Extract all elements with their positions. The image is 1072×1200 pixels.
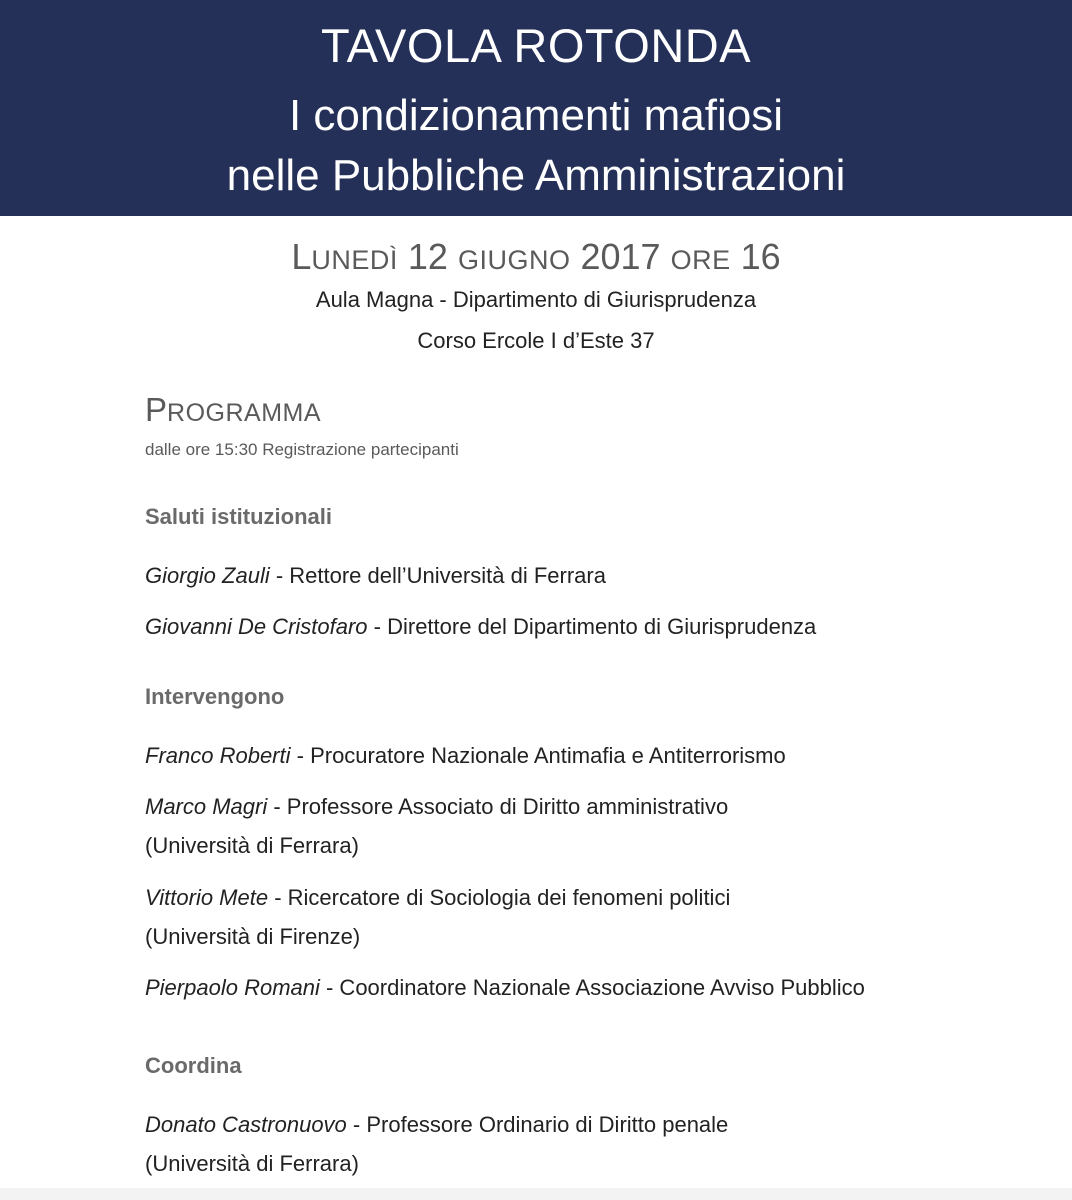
speaker-name: Franco Roberti	[145, 743, 291, 768]
speaker-role: - Rettore dell’Università di Ferrara	[269, 563, 606, 588]
speaker-affiliation: (Università di Ferrara)	[145, 833, 359, 858]
page-bottom-edge	[0, 1188, 1072, 1200]
time-word: ORE	[670, 245, 731, 275]
event-subtitle-line-1: I condizionamenti mafiosi	[288, 91, 783, 140]
speaker-affiliation: (Università di Firenze)	[145, 924, 361, 949]
speaker-name: Pierpaolo Romani	[145, 975, 320, 1000]
section-heading-intervengono: Intervengono	[145, 684, 285, 709]
venue-address: Corso Ercole I d’Este 37	[417, 328, 655, 353]
venue-room: Aula Magna - Dipartimento di Giurisprudenza	[315, 287, 757, 312]
event-date	[0, 232, 1072, 285]
date-day-rest: UNEDÌ	[311, 245, 398, 275]
speaker-role: - Direttore del Dipartimento di Giurisprudenza	[367, 614, 817, 639]
speaker-entry	[145, 561, 606, 591]
section-heading-coordina: Coordina	[145, 1053, 242, 1078]
speaker-role: - Professore Associato di Diritto amministrativo	[267, 794, 729, 819]
date-month: GIUGNO	[457, 245, 571, 275]
program-heading-initial: P	[145, 391, 168, 428]
speaker-name: Donato Castronuovo	[145, 1112, 347, 1137]
speaker-role: - Professore Ordinario di Diritto penale	[346, 1112, 729, 1137]
program-heading	[145, 387, 321, 436]
speaker-name: Giovanni De Cristofaro	[145, 614, 368, 639]
date-year: 2017	[580, 236, 661, 277]
speaker-name: Marco Magri	[145, 794, 268, 819]
speaker-affiliation: (Università di Ferrara)	[145, 1151, 359, 1176]
event-subtitle-line-2: nelle Pubbliche Amministrazioni	[226, 151, 846, 200]
time-value: 16	[740, 236, 781, 277]
date-number: 12	[407, 236, 448, 277]
program-heading-rest: ROGRAMMA	[167, 399, 322, 427]
speaker-entry	[145, 741, 786, 771]
speaker-entry	[145, 883, 730, 913]
speaker-entry	[145, 792, 728, 822]
event-type-title: TAVOLA ROTONDA	[320, 19, 752, 72]
speaker-entry	[145, 973, 865, 1003]
speaker-entry	[145, 1110, 728, 1140]
speaker-name: Vittorio Mete	[145, 885, 269, 910]
registration-note: dalle ore 15:30 Registrazione partecipanti	[145, 440, 459, 459]
speaker-name: Giorgio Zauli	[145, 563, 270, 588]
speaker-role: - Procuratore Nazionale Antimafia e Antiterrorismo	[290, 743, 786, 768]
date-day-initial: L	[291, 236, 312, 277]
speaker-role: - Coordinatore Nazionale Associazione Avviso Pubblico	[319, 975, 865, 1000]
speaker-entry	[145, 612, 816, 642]
title-banner	[0, 0, 1072, 216]
speaker-role: - Ricercatore di Sociologia dei fenomeni politici	[268, 885, 731, 910]
section-heading-saluti: Saluti istituzionali	[145, 504, 333, 529]
